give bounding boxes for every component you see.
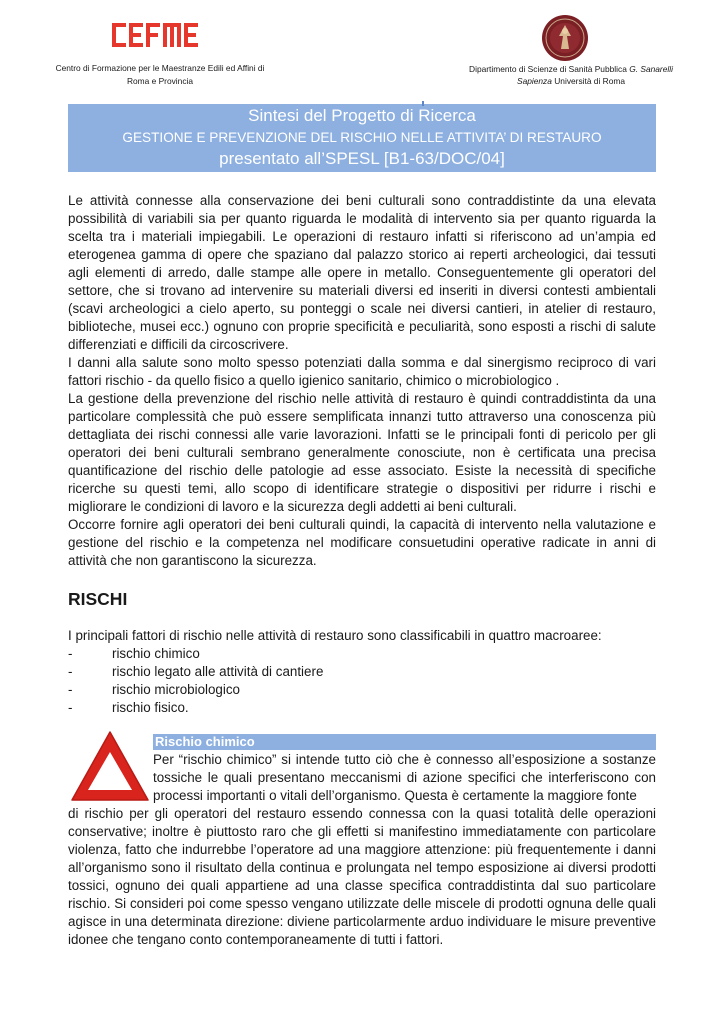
rischio-chimico-body: di rischio per gli operatori del restauro essendo connessa con la quasi totalità delle operazioni conservative; inoltre è piuttosto raro che gli effetti si manifestino immediatamente con particolare violenza, fatto che indurrebbe l’operatore ad una maggiore attenzione: più frequentemente i danni all’organismo sono il risultato della continua e prolungata nel tempo esposizione ai diversi prodotti tossici, ognuno dei quali appartiene ad una classe specifica contraddistinta dal suo particolare rischio. Si consideri poi come spesso vengano utilizzate delle miscele di prodotti ognuna delle quali agisce in una determinata direzione: diviene particolarmente arduo individuare le misure preventive idonee che tengano conto contemporaneamente di tutti i fattori.	[68, 806, 656, 947]
banner-tick	[422, 101, 424, 106]
project-title-banner	[68, 104, 656, 172]
banner-title: Sintesi del Progetto di Ricerca	[248, 106, 476, 125]
section-title-bar: Rischio chimico	[153, 734, 656, 750]
banner-reference: presentato all’SPESL [B1-63/DOC/04]	[219, 149, 505, 168]
right-org-university: Sapienza	[516, 76, 552, 86]
warning-triangle-icon	[70, 730, 150, 802]
right-org-dept: Dipartimento di Scienze di Sanità Pubblica	[469, 64, 630, 74]
right-org-dept-name: G. Sanarelli	[629, 64, 673, 74]
intro-paragraph: Le attività connesse alla conservazione dei beni culturali sono contraddistinte da una elevata possibilità di variabili sia per quanto riguarda le modalità di intervento sia per quanto riguarda la scelta tra i materiali impiegabili. Le operazioni di restauro infatti si riferiscono ad un’ampia ed eterogenea gamma di opere che spaziano dal palazzo storico ai reperti archeologici, dai tessuti agli elementi di arredo, dalle stampe alle opere in metallo. Conseguentemente gli operatori del settore, che si trovano ad intervenire su materiali diversi ed inseriti in diversi contesti ambientali (scavi archeologici a cielo aperto, su ponteggi o scale nei diversi cantieri, in atelier di restauro, biblioteche, musei ecc.) ognuno con proprie specificità e peculiarità, sono esposti a rischi di salute differenziati e difficili da circoscrivere.	[68, 193, 656, 352]
risk-list	[68, 645, 656, 717]
right-org-line-2	[420, 75, 722, 87]
list-bullet: -	[68, 700, 73, 715]
left-org-line-2: Roma e Provincia	[126, 76, 194, 86]
left-org-line-1: Centro di Formazione per le Maestranze Edili ed Affini di	[55, 63, 265, 73]
cefme-logo	[112, 23, 204, 47]
list-item-text: rischio fisico.	[112, 700, 189, 715]
intro-paragraph: Occorre fornire agli operatori dei beni culturali quindi, la capacità di intervento nella valutazione e gestione del rischio e la competenza nel modificare consuetudini operative radicate in anni di attività che non garantiscono la sicurezza.	[68, 517, 656, 568]
right-org-line-1	[420, 63, 722, 75]
right-organization-name	[420, 63, 722, 87]
banner-project-name: GESTIONE E PREVENZIONE DEL RISCHIO NELLE ATTIVITA’ DI RESTAURO	[122, 130, 602, 145]
list-item	[68, 645, 656, 663]
list-item-text: rischio chimico	[112, 646, 200, 661]
list-item-text: rischio legato alle attività di cantiere	[112, 664, 324, 679]
intro-paragraph: La gestione della prevenzione del rischio nelle attività di restauro è quindi contraddistinta da una particolare complessità che può essere semplificata innanzi tutto attraverso una conoscenza più dettagliata dei rischi connessi alle varie lavorazioni. Infatti se le principali fonti di pericolo per gli operatori dei beni culturali sembrano generalmente conosciute, non è certificata una precisa quantificazione del rischio delle patologie ad esse associato. Esiste la necessità di specifiche ricerche su questi temi, allo scopo di identificare strategie o dispositivi per ridurre i rischi e migliorare le condizioni di lavoro e la sicurezza degli addetti ai beni culturali.	[68, 391, 656, 514]
rischi-lead: I principali fattori di rischio nelle attività di restauro sono classificabili in quattro macroaree:	[68, 628, 602, 643]
rischi-heading: RISCHI	[68, 589, 128, 609]
intro-section	[68, 192, 656, 570]
list-bullet: -	[68, 664, 73, 679]
list-bullet: -	[68, 682, 73, 697]
right-org-university-rest: Università di Roma	[551, 76, 625, 86]
left-organization-name	[30, 62, 290, 88]
list-item	[68, 681, 656, 699]
rischio-chimico-intro: Per “rischio chimico” si intende tutto ciò che è connesso all’esposizione a sostanze tossiche le quali presentano meccanismi di azione specifici che interferiscono con processi importanti o vitali dell’organismo. Questa è certamente la maggiore fonte	[153, 752, 656, 803]
list-item-text: rischio microbiologico	[112, 682, 241, 697]
list-item	[68, 663, 656, 681]
list-bullet: -	[68, 646, 73, 661]
sapienza-seal	[541, 14, 589, 62]
intro-paragraph: I danni alla salute sono molto spesso potenziati dalla somma e dal sinergismo reciproco di vari fattori rischio - da quello fisico a quello igienico sanitario, chimico o microbiologico .	[68, 355, 656, 388]
list-item	[68, 699, 656, 717]
